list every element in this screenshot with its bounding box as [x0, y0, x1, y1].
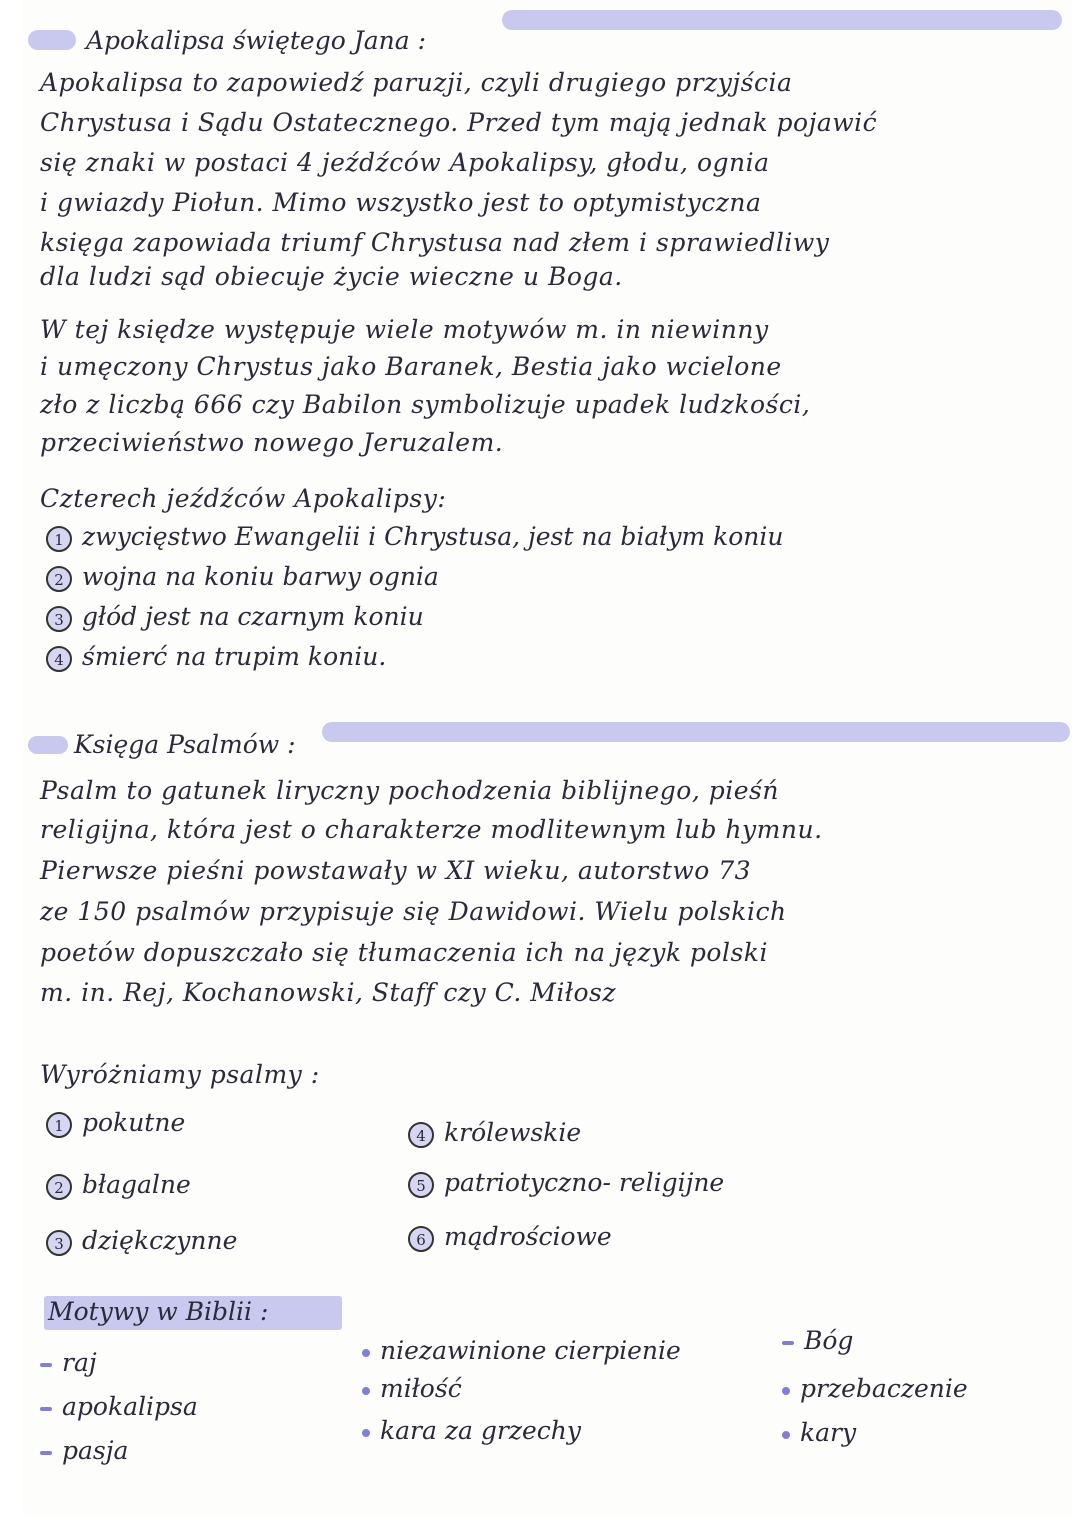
text-line: księga zapowiada triumf Chrystusa nad złem i sprawiedliwy [40, 228, 830, 257]
text-line: i umęczony Chrystus jako Baranek, Bestia jako wcielone [40, 352, 782, 381]
riders-title: Czterech jeźdźców Apokalipsy: [40, 484, 447, 513]
rider-item [46, 522, 784, 552]
motif-text: niezawinione cierpienie [380, 1336, 681, 1365]
text-line: poetów dopuszczało się tłumaczenia ich na język polski [40, 938, 768, 967]
rider-text: zwycięstwo Ewangelii i Chrystusa, jest na białym koniu [82, 522, 784, 551]
psalm-type-text: mądrościowe [444, 1222, 612, 1251]
text-line: przeciwieństwo nowego Jeruzalem. [40, 428, 504, 457]
motif-text: apokalipsa [62, 1392, 198, 1421]
psalm-type-text: błagalne [82, 1170, 191, 1199]
text-line: W tej księdze występuje wiele motywów m. in niewinny [40, 315, 769, 344]
number-badge: 4 [408, 1122, 434, 1148]
text-line: i gwiazdy Piołun. Mimo wszystko jest to optymistyczna [40, 188, 762, 217]
dash-bullet [782, 1341, 794, 1345]
text-line: dla ludzi sąd obiecuje życie wieczne u Boga. [40, 262, 623, 291]
dash-bullet [40, 1407, 52, 1411]
motif-item [782, 1326, 853, 1355]
motif-item [40, 1436, 128, 1465]
notebook-page [22, 0, 1072, 1515]
psalm-type [46, 1170, 191, 1200]
psalm-type-text: patriotyczno- religijne [444, 1168, 725, 1197]
rider-text: śmierć na trupim koniu. [82, 642, 387, 671]
motif-item [362, 1336, 681, 1365]
psalm-type [408, 1168, 724, 1198]
types-title: Wyróżniamy psalmy : [40, 1060, 320, 1089]
number-badge: 1 [46, 1112, 72, 1138]
text-line: Apokalipsa to zapowiedź paruzji, czyli drugiego przyjścia [40, 68, 793, 97]
number-badge: 5 [408, 1172, 434, 1198]
heading-highlight [28, 30, 76, 50]
rider-item [46, 562, 439, 592]
dash-bullet [40, 1451, 52, 1455]
dot-bullet [362, 1429, 370, 1437]
number-badge: 3 [46, 606, 72, 632]
rider-item [46, 602, 424, 632]
text-line: Pierwsze pieśni powstawały w XI wieku, autorstwo 73 [40, 856, 752, 885]
rider-text: głód jest na czarnym koniu [82, 602, 424, 631]
number-badge: 4 [46, 646, 72, 672]
dot-bullet [782, 1431, 790, 1439]
motif-text: kara za grzechy [380, 1416, 582, 1445]
motif-text: miłość [380, 1374, 462, 1403]
motif-text: przebaczenie [800, 1374, 968, 1403]
psalm-type [408, 1118, 581, 1148]
title-underline-highlight [322, 722, 1070, 742]
motif-item [40, 1348, 97, 1377]
heading-highlight [28, 736, 68, 754]
text-line: ze 150 psalmów przypisuje się Dawidowi. Wielu polskich [40, 897, 787, 926]
psalm-type [46, 1108, 185, 1138]
motif-text: pasja [62, 1436, 129, 1465]
section1-title: Apokalipsa świętego Jana : [86, 26, 427, 55]
text-line: zło z liczbą 666 czy Babilon symbolizuje upadek ludzkości, [40, 390, 811, 419]
number-badge: 2 [46, 566, 72, 592]
rider-text: wojna na koniu barwy ognia [82, 562, 439, 591]
rider-item [46, 642, 386, 672]
number-badge: 2 [46, 1174, 72, 1200]
text-line: Chrystusa i Sądu Ostatecznego. Przed tym mają jednak pojawić [40, 108, 878, 137]
text-line: religijna, która jest o charakterze modlitewnym lub hymnu. [40, 815, 823, 844]
psalm-type [408, 1222, 612, 1252]
number-badge: 1 [46, 526, 72, 552]
dot-bullet [362, 1387, 370, 1395]
section3-title: Motywy w Biblii : [48, 1297, 269, 1326]
motif-text: Bóg [804, 1326, 854, 1355]
dot-bullet [782, 1387, 790, 1395]
section2-title: Księga Psalmów : [74, 730, 296, 759]
motif-item [782, 1418, 856, 1447]
text-line: się znaki w postaci 4 jeźdźców Apokalipsy, głodu, ognia [40, 148, 770, 177]
motif-text: kary [800, 1418, 857, 1447]
motif-text: raj [62, 1348, 97, 1377]
motif-item [362, 1374, 462, 1403]
psalm-type-text: dziękczynne [82, 1226, 238, 1255]
number-badge: 3 [46, 1230, 72, 1256]
number-badge: 6 [408, 1226, 434, 1252]
dash-bullet [40, 1363, 52, 1367]
motif-item [782, 1374, 968, 1403]
text-line: m. in. Rej, Kochanowski, Staff czy C. Miłosz [40, 978, 616, 1007]
psalm-type-text: pokutne [82, 1108, 186, 1137]
psalm-type [46, 1226, 237, 1256]
motif-item [362, 1416, 581, 1445]
text-line: Psalm to gatunek liryczny pochodzenia biblijnego, pieśń [40, 776, 779, 805]
dot-bullet [362, 1349, 370, 1357]
motif-item [40, 1392, 198, 1421]
title-underline-highlight [502, 10, 1062, 30]
psalm-type-text: królewskie [444, 1118, 582, 1147]
